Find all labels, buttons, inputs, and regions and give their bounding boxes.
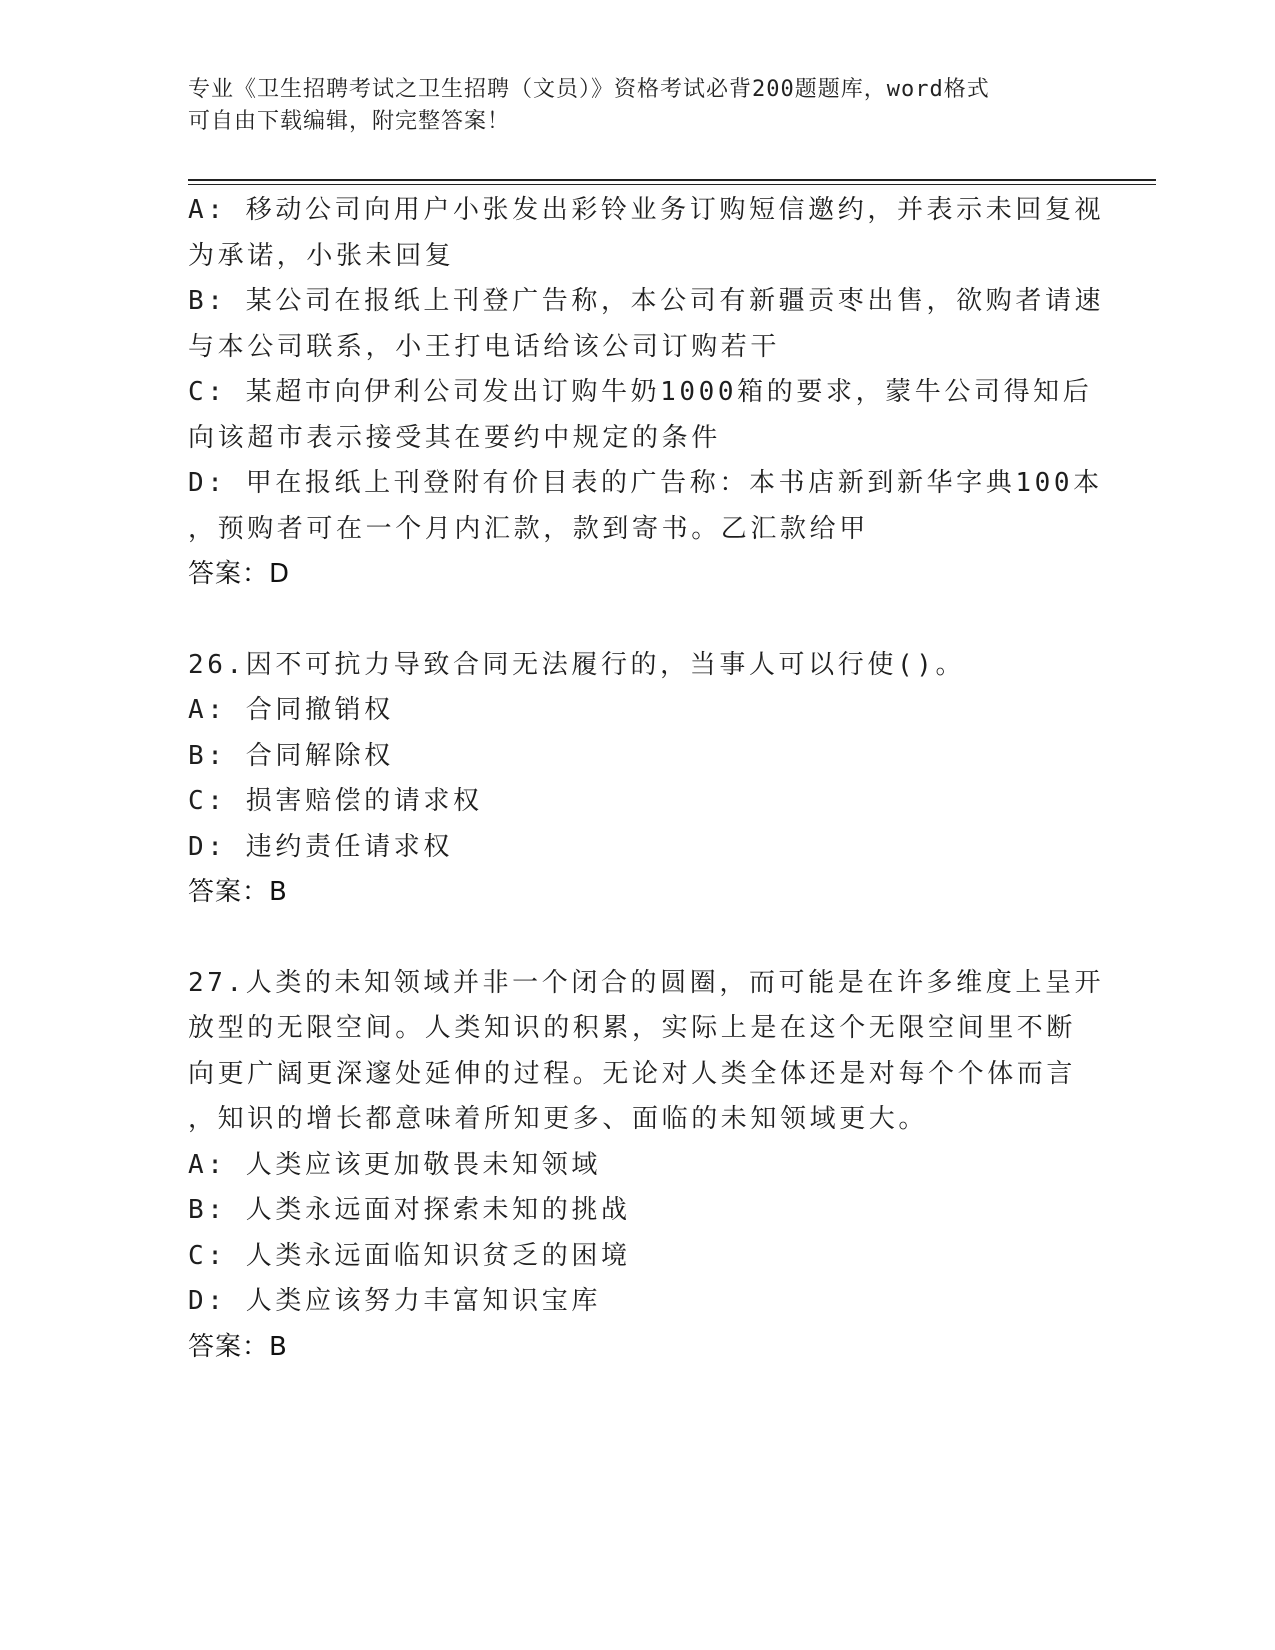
header-line-2: 可自由下载编辑，附完整答案！	[188, 109, 511, 134]
q25-option-c-line-1: C: 某超市向伊利公司发出订购牛奶1000箱的要求，蒙牛公司得知后	[188, 377, 1093, 407]
q26-answer: 答案：B	[188, 877, 288, 907]
q25-option-a-line-1: A: 移动公司向用户小张发出彩铃业务订购短信邀约，并表示未回复视	[188, 195, 1105, 225]
header-rule-thin	[188, 184, 1156, 185]
question-26	[188, 643, 1088, 916]
q25-option-d-line-2: ，预购者可在一个月内汇款，款到寄书。乙汇款给甲	[188, 513, 869, 544]
question-spacer	[188, 916, 1088, 961]
header-rule-thick	[188, 179, 1156, 181]
q25-option-d-line-1: D: 甲在报纸上刊登附有价目表的广告称：本书店新到新华字典100本	[188, 468, 1103, 498]
q27-answer: 答案：B	[188, 1331, 288, 1362]
q26-option-d: D: 违约责任请求权	[188, 831, 453, 862]
q27-stem-line-1: 27.人类的未知领域并非一个闭合的圆圈，而可能是在许多维度上呈开	[188, 967, 1105, 998]
q26-option-a: A: 合同撤销权	[188, 695, 394, 725]
q25-option-a-line-2: 为承诺，小张未回复	[188, 240, 455, 271]
q27-stem-line-4: ，知识的增长都意味着所知更多、面临的未知领域更大。	[188, 1104, 929, 1134]
q25-answer: 答案：D	[188, 559, 291, 589]
q27-option-d: D: 人类应该努力丰富知识宝库	[188, 1286, 601, 1316]
q25-option-b-line-1: B: 某公司在报纸上刊登广告称，本公司有新疆贡枣出售，欲购者请速	[188, 286, 1105, 316]
header-line-1: 专业《卫生招聘考试之卫生招聘（文员）》资格考试必背200题题库，word格式	[188, 77, 990, 102]
q26-option-b: B: 合同解除权	[188, 740, 394, 771]
q27-option-a: A: 人类应该更加敬畏未知领域	[188, 1149, 601, 1180]
q27-stem-line-2: 放型的无限空间。人类知识的积累，实际上是在这个无限空间里不断	[188, 1013, 1077, 1043]
q27-option-b: B: 人类永远面对探索未知的挑战	[188, 1195, 631, 1225]
question-25	[188, 188, 1105, 598]
question-spacer	[188, 598, 1088, 643]
question-27	[188, 961, 1105, 1371]
q26-option-c: C: 损害赔偿的请求权	[188, 786, 483, 816]
q25-option-b-line-2: 与本公司联系，小王打电话给该公司订购若干	[188, 331, 781, 362]
page-header	[188, 74, 1068, 138]
q25-option-c-line-2: 向该超市表示接受其在要约中规定的条件	[188, 422, 721, 453]
q27-option-c: C: 人类永远面临知识贫乏的困境	[188, 1240, 631, 1271]
q26-stem: 26.因不可抗力导致合同无法履行的，当事人可以行使()。	[188, 649, 966, 680]
q27-stem-line-3: 向更广阔更深邃处延伸的过程。无论对人类全体还是对每个个体而言	[188, 1058, 1077, 1089]
question-body	[188, 188, 1105, 1370]
